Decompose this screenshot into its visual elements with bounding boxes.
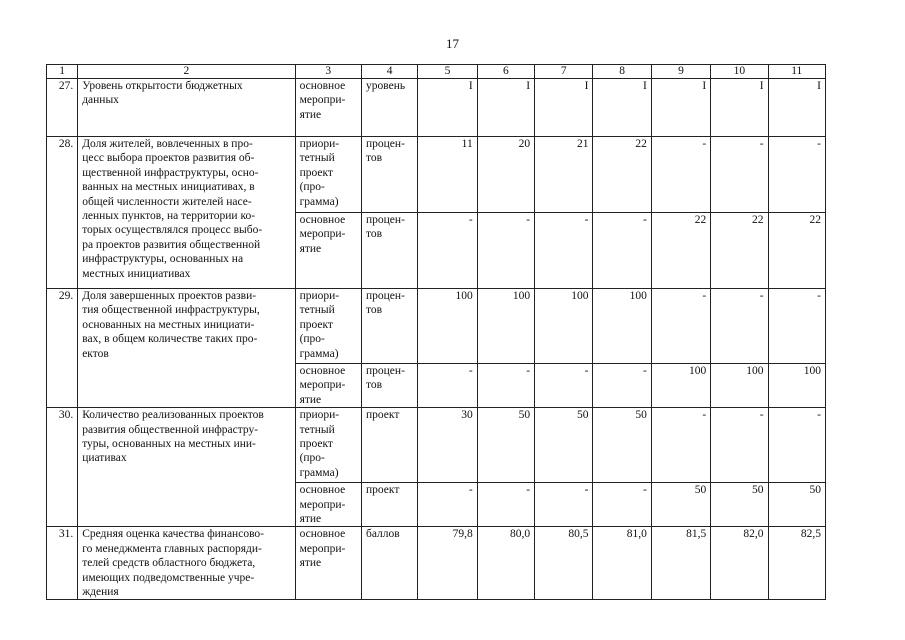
text-line: тов	[366, 379, 383, 392]
value-cell: 82,0	[711, 527, 768, 600]
unit-of-measure	[362, 213, 418, 289]
value-cell: -	[593, 213, 651, 289]
indicators-table	[46, 64, 826, 600]
text-line: основное	[299, 80, 346, 92]
text-line: процен-	[366, 138, 405, 150]
text-line: уровень	[366, 80, 406, 92]
row-number: 30.	[47, 408, 78, 527]
text-line: меропри-	[299, 228, 346, 241]
text-line: приори-	[299, 409, 340, 422]
value-cell: I	[477, 79, 534, 137]
activity-type	[295, 364, 361, 408]
value-cell: -	[535, 213, 593, 289]
page-number: 17	[446, 36, 459, 51]
value-cell: 81,5	[651, 527, 710, 600]
row-number: 28.	[47, 137, 78, 289]
text-line: основное	[299, 365, 346, 377]
value-cell: 50	[768, 483, 825, 527]
text-line: имеющих подведомственные учре-	[82, 571, 255, 584]
value-cell: 50	[593, 408, 651, 483]
value-cell: -	[593, 483, 651, 527]
text-line: грамма)	[299, 195, 339, 208]
value-cell: 100	[477, 289, 534, 364]
value-cell: -	[418, 483, 477, 527]
header-cell: 8	[593, 65, 651, 79]
header-cell: 4	[362, 65, 418, 79]
text-line: меропри-	[299, 542, 346, 555]
text-line: проект	[299, 438, 333, 451]
value-cell: 80,5	[535, 527, 593, 600]
value-cell: 50	[711, 483, 768, 527]
value-cell: 79,8	[418, 527, 477, 600]
unit-of-measure	[362, 364, 418, 408]
unit-of-measure	[362, 137, 418, 213]
activity-type	[295, 527, 361, 600]
column-number-header	[47, 65, 826, 79]
text-line: процен-	[366, 290, 405, 302]
row-number: 31.	[47, 527, 78, 600]
text-line: Количество реализованных проектов	[82, 409, 264, 422]
text-line: проект	[299, 318, 333, 331]
text-line: щественной инфраструктуры, осно-	[82, 166, 259, 179]
value-cell: -	[711, 289, 768, 364]
text-line: ятие	[299, 108, 322, 121]
text-line: циативах	[82, 452, 127, 465]
value-cell: 50	[535, 408, 593, 483]
value-cell: I	[711, 79, 768, 137]
text-line: основное	[299, 528, 346, 541]
text-line: проект	[366, 484, 400, 497]
indicator-name	[78, 408, 295, 527]
text-line: ятие	[299, 242, 322, 255]
text-line: тов	[366, 304, 383, 317]
text-line: ятие	[299, 513, 322, 526]
value-cell: 21	[535, 137, 593, 213]
value-cell: -	[651, 137, 710, 213]
value-cell: 100	[418, 289, 477, 364]
text-line: местных инициативах	[82, 267, 191, 280]
text-line: Доля завершенных проектов разви-	[82, 290, 257, 302]
table-row	[47, 79, 826, 137]
value-cell: -	[477, 364, 534, 408]
value-cell: I	[418, 79, 477, 137]
value-cell: -	[768, 408, 825, 483]
value-cell: 100	[593, 289, 651, 364]
activity-type	[295, 483, 361, 527]
value-cell: 100	[535, 289, 593, 364]
unit-of-measure	[362, 79, 418, 137]
value-cell: 22	[768, 213, 825, 289]
value-cell: -	[418, 364, 477, 408]
text-line: грамма)	[299, 466, 339, 479]
text-line: грамма)	[299, 347, 339, 360]
value-cell: 80,0	[477, 527, 534, 600]
value-cell: 82,5	[768, 527, 825, 600]
header-cell: 6	[477, 65, 534, 79]
text-line: туры, основанных на местных ини-	[82, 438, 256, 451]
text-line: основанных на местных инициати-	[82, 318, 255, 331]
value-cell: -	[651, 289, 710, 364]
text-line: проект	[366, 409, 400, 422]
text-line: Доля жителей, вовлеченных в про-	[82, 138, 253, 150]
text-line: вах, в общем количестве таких про-	[82, 333, 258, 346]
value-cell: 100	[768, 364, 825, 408]
header-cell: 2	[78, 65, 295, 79]
text-line: развития общественной инфрастру-	[82, 423, 259, 436]
value-cell: I	[651, 79, 710, 137]
value-cell: I	[593, 79, 651, 137]
value-cell: 22	[593, 137, 651, 213]
activity-type	[295, 408, 361, 483]
header-cell: 5	[418, 65, 477, 79]
text-line: Средняя оценка качества финансово-	[82, 528, 264, 541]
value-cell: -	[535, 483, 593, 527]
text-line: данных	[82, 94, 119, 107]
text-line: (про-	[299, 333, 325, 346]
value-cell: I	[535, 79, 593, 137]
unit-of-measure	[362, 289, 418, 364]
value-cell: -	[593, 364, 651, 408]
text-line: ленных пунктов, на территории ко-	[82, 210, 256, 223]
indicator-name	[78, 527, 295, 600]
text-line: баллов	[366, 528, 400, 541]
text-line: ра проектов развития общественной	[82, 238, 261, 251]
header-cell: 7	[535, 65, 593, 79]
table-row	[47, 408, 826, 483]
activity-type	[295, 289, 361, 364]
activity-type	[295, 213, 361, 289]
text-line: ятие	[299, 393, 322, 406]
indicator-name	[78, 137, 295, 289]
text-line: меропри-	[299, 379, 346, 392]
header-cell: 11	[768, 65, 825, 79]
unit-of-measure	[362, 483, 418, 527]
text-line: тов	[366, 228, 383, 241]
unit-of-measure	[362, 527, 418, 600]
text-line: тетный	[299, 304, 335, 317]
text-line: процен-	[366, 214, 405, 226]
value-cell: -	[418, 213, 477, 289]
value-cell: 100	[651, 364, 710, 408]
value-cell: -	[477, 483, 534, 527]
activity-type	[295, 79, 361, 137]
value-cell: -	[711, 137, 768, 213]
text-line: ятие	[299, 557, 322, 570]
value-cell: 11	[418, 137, 477, 213]
header-cell: 3	[295, 65, 361, 79]
value-cell: 22	[711, 213, 768, 289]
value-cell: 100	[711, 364, 768, 408]
text-line: основное	[299, 214, 346, 226]
text-line: тетный	[299, 152, 335, 165]
activity-type	[295, 137, 361, 213]
text-line: телей средств областного бюджета,	[82, 557, 256, 570]
indicator-name	[78, 289, 295, 408]
text-line: приори-	[299, 290, 340, 302]
text-line: тетный	[299, 423, 335, 436]
value-cell: -	[651, 408, 710, 483]
text-line: (про-	[299, 181, 325, 194]
text-line: (про-	[299, 452, 325, 465]
text-line: общей численности жителей насе-	[82, 195, 252, 208]
header-cell: 1	[47, 65, 78, 79]
table-row	[47, 527, 826, 600]
value-cell: -	[711, 408, 768, 483]
value-cell: I	[768, 79, 825, 137]
text-line: тов	[366, 152, 383, 165]
text-line: меропри-	[299, 498, 346, 511]
value-cell: 50	[651, 483, 710, 527]
text-line: Уровень открытости бюджетных	[82, 80, 243, 92]
indicator-name	[78, 79, 295, 137]
value-cell: -	[535, 364, 593, 408]
text-line: проект	[299, 166, 333, 179]
text-line: процен-	[366, 365, 405, 377]
text-line: ектов	[82, 347, 109, 360]
text-line: го менеджмента главных распоряди-	[82, 542, 262, 555]
header-cell: 9	[651, 65, 710, 79]
text-line: ждения	[82, 586, 119, 599]
header-cell: 10	[711, 65, 768, 79]
unit-of-measure	[362, 408, 418, 483]
text-line: инфраструктуры, основанных на	[82, 253, 244, 266]
value-cell: -	[477, 213, 534, 289]
value-cell: 81,0	[593, 527, 651, 600]
text-line: приори-	[299, 138, 340, 150]
table-row	[47, 137, 826, 213]
value-cell: 20	[477, 137, 534, 213]
text-line: ванных на местных инициативах, в	[82, 181, 255, 194]
value-cell: -	[768, 137, 825, 213]
text-line: торых осуществлялся процесс выбо-	[82, 224, 263, 237]
text-line: основное	[299, 484, 346, 497]
row-number: 27.	[47, 79, 78, 137]
table-row	[47, 289, 826, 364]
value-cell: -	[768, 289, 825, 364]
value-cell: 50	[477, 408, 534, 483]
value-cell: 22	[651, 213, 710, 289]
text-line: цесс выбора проектов развития об-	[82, 152, 255, 165]
text-line: меропри-	[299, 94, 346, 107]
text-line: тия общественной инфраструктуры,	[82, 304, 260, 317]
value-cell: 30	[418, 408, 477, 483]
row-number: 29.	[47, 289, 78, 408]
